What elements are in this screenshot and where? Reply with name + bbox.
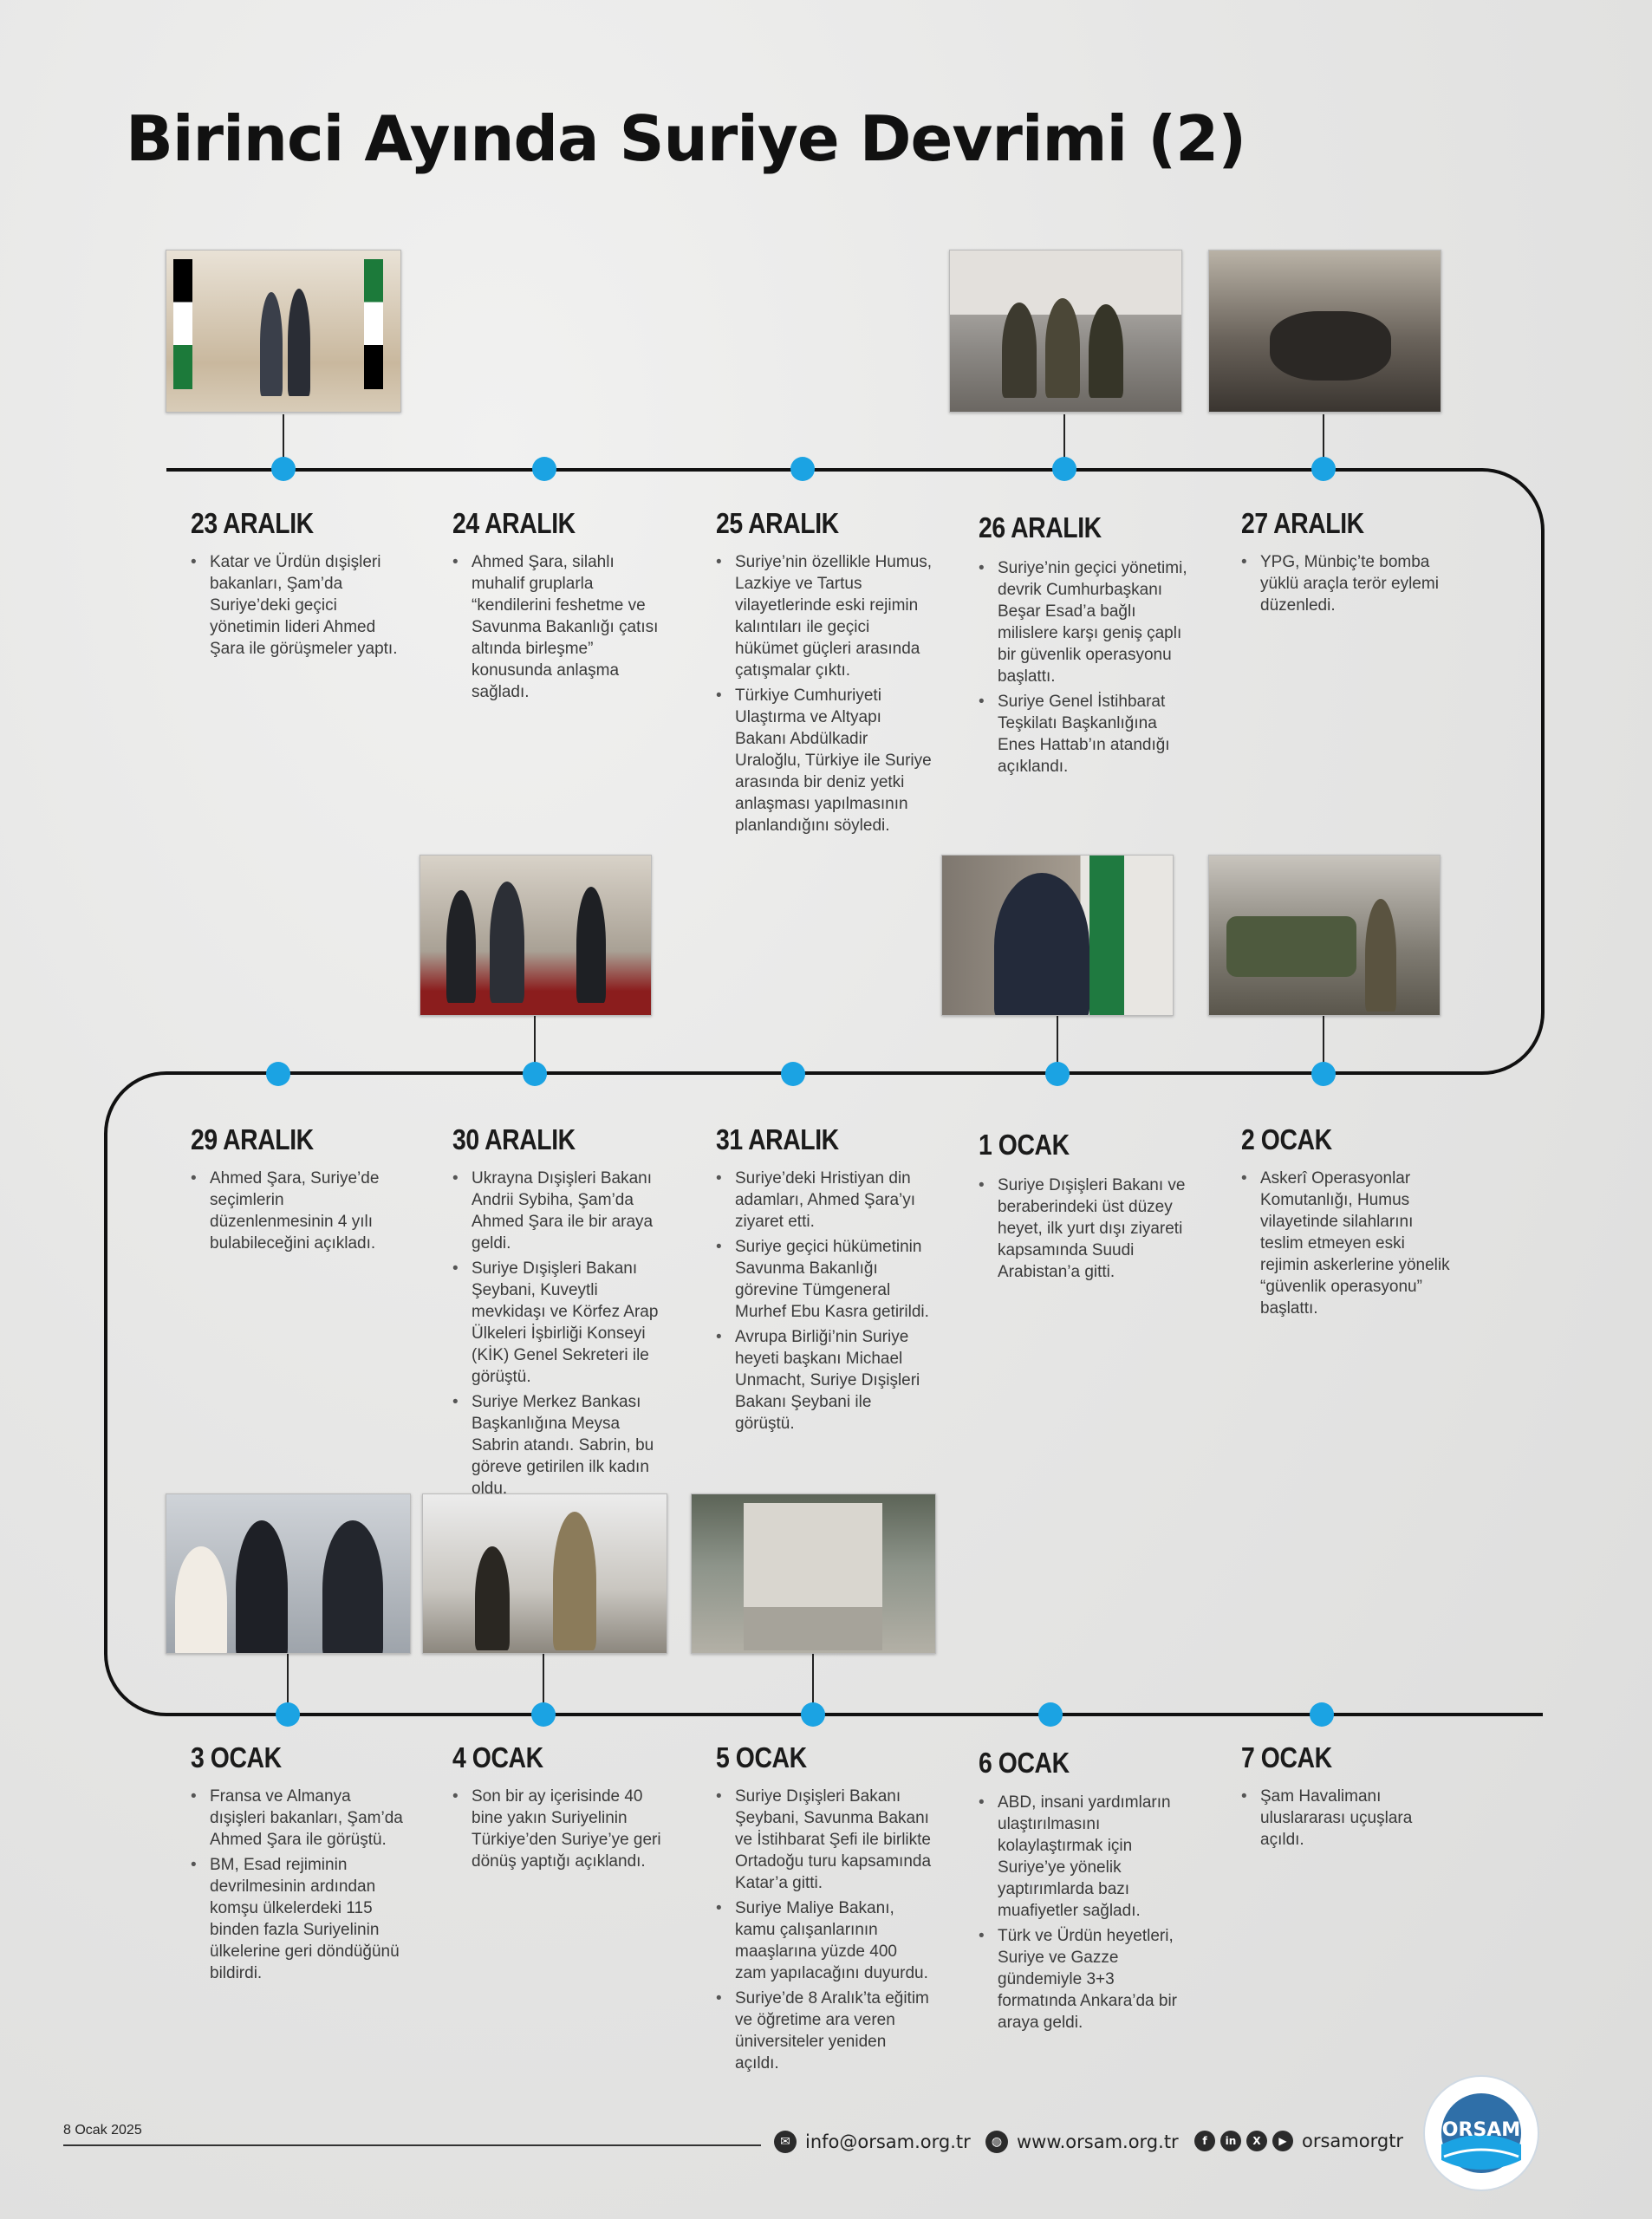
event-date: 25 ARALIK	[716, 507, 839, 539]
timeline-dot	[1052, 457, 1076, 481]
timeline-dot	[532, 457, 556, 481]
photo-1-ocak	[941, 855, 1174, 1016]
event-date: 23 ARALIK	[191, 507, 314, 539]
logo-text: ORSAM	[1441, 2119, 1521, 2141]
event-bullets	[979, 1175, 1195, 1286]
event-bullet: • Son bir ay içerisinde 40 bine yakın Suriyelinin Türkiye’den Suriye’ye geri dönüş yaptığı açıklandı.	[452, 1786, 669, 1872]
event-bullets	[191, 1786, 407, 1988]
event-date: 2 OCAK	[1241, 1123, 1332, 1155]
footer-divider	[63, 2144, 761, 2146]
event-bullet: • Türkiye Cumhuriyeti Ulaştırma ve Altyapı Bakanı Abdülkadir Uraloğlu, Türkiye ile Suriye arasında bir deniz yetki anlaşması yapılmasının planlandığını söyledi.	[716, 685, 933, 836]
photo-3-ocak	[166, 1493, 411, 1654]
event-bullets	[452, 551, 669, 706]
website-text[interactable]: www.orsam.org.tr	[1017, 2131, 1179, 2152]
social-handle[interactable]: orsamorgtr	[1302, 2131, 1404, 2151]
timeline-dot	[276, 1702, 300, 1727]
event-bullet: • BM, Esad rejiminin devrilmesinin ardından komşu ülkelerdeki 115 binden fazla Suriyelinin ülkelerine geri döndüğünü bildirdi.	[191, 1854, 407, 1984]
event-date: 3 OCAK	[191, 1741, 282, 1773]
timeline-dot	[266, 1062, 290, 1086]
event-date: 27 ARALIK	[1241, 507, 1364, 539]
event-bullet: • Ukrayna Dışişleri Bakanı Andrii Sybiha, Şam’da Ahmed Şara ile bir araya geldi.	[452, 1168, 669, 1254]
event-bullets	[452, 1168, 669, 1503]
event-bullet: • Avrupa Birliği’nin Suriye heyeti başkanı Michael Unmacht, Suriye Dışişleri Bakanı Şeybani ile görüştü.	[716, 1326, 933, 1435]
event-bullet: • Suriye Merkez Bankası Başkanlığına Meysa Sabrin atandı. Sabrin, bu göreve getirilen ilk kadın oldu.	[452, 1391, 669, 1500]
event-bullet: • Suriye geçici hükümetinin Savunma Bakanlığı görevine Tümgeneral Murhef Ebu Kasra getirildi.	[716, 1236, 933, 1323]
event-bullet: • Askerî Operasyonlar Komutanlığı, Humus vilayetinde silahlarını teslim etmeyen eski rejimin askerlerine yönelik “güvenlik operasyonu” başlattı.	[1241, 1168, 1458, 1319]
event-date: 29 ARALIK	[191, 1123, 314, 1155]
event-bullets	[979, 557, 1195, 781]
photo-5-ocak	[691, 1493, 936, 1654]
timeline-dot	[1310, 1702, 1334, 1727]
event-bullet: • Türk ve Ürdün heyetleri, Suriye ve Gazze gündemiyle 3+3 formatında Ankara’da bir araya geldi.	[979, 1925, 1195, 2034]
timeline-dot	[801, 1702, 825, 1727]
photo-2-ocak	[1208, 855, 1441, 1016]
event-bullet: • ABD, insani yardımların ulaştırılmasını kolaylaştırmak için Suriye’ye yönelik yaptırımlarda bazı muafiyetler sağladı.	[979, 1792, 1195, 1922]
timeline-dot	[1311, 1062, 1336, 1086]
event-date: 31 ARALIK	[716, 1123, 839, 1155]
event-bullets	[452, 1786, 669, 1876]
event-bullets	[979, 1792, 1195, 2037]
social-icons	[1194, 2131, 1293, 2151]
event-bullet: • Katar ve Ürdün dışişleri bakanları, Şam’da Suriye’deki geçici yönetimin lideri Ahmed Şara ile görüşmeler yaptı.	[191, 551, 407, 660]
photo-30-aralik	[420, 855, 652, 1016]
event-bullet: • Suriye Maliye Bakanı, kamu çalışanlarının maaşlarına yüzde 400 zam yapılacağını duyurdu.	[716, 1897, 933, 1984]
footer-website[interactable]	[985, 2131, 1179, 2153]
facebook-icon[interactable]: f	[1194, 2131, 1215, 2151]
event-bullets	[191, 1168, 407, 1258]
event-bullet: • Suriye’deki Hristiyan din adamları, Ahmed Şara’yı ziyaret etti.	[716, 1168, 933, 1233]
event-bullet: • Şam Havalimanı uluslararası uçuşlara açıldı.	[1241, 1786, 1458, 1851]
event-bullet: • Suriye Dışişleri Bakanı Şeybani, Savunma Bakanı ve İstihbarat Şefi ile birlikte Ortadoğu turu kapsamında Katar’a gitti.	[716, 1786, 933, 1894]
event-bullets	[716, 551, 933, 840]
timeline-dot	[1311, 457, 1336, 481]
event-date: 1 OCAK	[979, 1129, 1070, 1161]
event-bullet: • Ahmed Şara, Suriye’de seçimlerin düzenlenmesinin 4 yılı bulabileceğini açıkladı.	[191, 1168, 407, 1254]
timeline-dot	[271, 457, 296, 481]
timeline-dot	[531, 1702, 556, 1727]
event-bullets	[1241, 551, 1458, 620]
event-date: 7 OCAK	[1241, 1741, 1332, 1773]
event-bullets	[191, 551, 407, 663]
event-bullet: • Fransa ve Almanya dışişleri bakanları, Şam’da Ahmed Şara ile görüştü.	[191, 1786, 407, 1851]
event-bullet: • Suriye’nin geçici yönetimi, devrik Cumhurbaşkanı Beşar Esad’a bağlı milislere karşı geniş çaplı bir güvenlik operasyonu başlattı.	[979, 557, 1195, 687]
event-bullet: • Suriye’nin özellikle Humus, Lazkiye ve Tartus vilayetlerinde eski rejimin kalıntıları ile geçici hükümet güçleri arasında çatışmalar çıktı.	[716, 551, 933, 681]
timeline-dot	[523, 1062, 547, 1086]
event-date: 24 ARALIK	[452, 507, 576, 539]
photo-27-aralik	[1208, 250, 1441, 413]
event-date: 26 ARALIK	[979, 511, 1102, 543]
timeline-dot	[1038, 1702, 1063, 1727]
event-bullet: • Suriye Dışişleri Bakanı Şeybani, Kuveytli mevkidaşı ve Körfez Arap Ülkeleri İşbirliği Konseyi (KİK) Genel Sekreteri ile görüştü.	[452, 1258, 669, 1388]
event-bullet: • Suriye’de 8 Aralık’ta eğitim ve öğretime ara veren üniversiteler yeniden açıldı.	[716, 1988, 933, 2074]
photo-26-aralik	[949, 250, 1182, 413]
page-title: Birinci Ayında Suriye Devrimi (2)	[126, 102, 1246, 175]
photo-23-aralik	[166, 250, 401, 413]
event-bullet: • Suriye Genel İstihbarat Teşkilatı Başkanlığına Enes Hattab’ın atandığı açıklandı.	[979, 691, 1195, 778]
mail-icon: ✉	[774, 2131, 797, 2153]
event-date: 5 OCAK	[716, 1741, 807, 1773]
event-bullet: • Ahmed Şara, silahlı muhalif gruplarla “kendilerini feshetme ve Savunma Bakanlığı çatısı altında birleşme” konusunda anlaşma sağladı.	[452, 551, 669, 703]
email-text[interactable]: info@orsam.org.tr	[805, 2131, 971, 2152]
timeline-dot	[790, 457, 815, 481]
photo-4-ocak	[422, 1493, 667, 1654]
youtube-icon[interactable]: ▶	[1272, 2131, 1293, 2151]
event-bullets	[716, 1168, 933, 1438]
timeline-dot	[781, 1062, 805, 1086]
orsam-logo	[1421, 2073, 1541, 2193]
event-bullets	[716, 1786, 933, 2078]
event-bullet: • Suriye Dışişleri Bakanı ve beraberindeki üst düzey heyet, ilk yurt dışı ziyareti kapsamında Suudi Arabistan’a gitti.	[979, 1175, 1195, 1283]
event-bullets	[1241, 1168, 1458, 1323]
x-icon[interactable]: X	[1246, 2131, 1267, 2151]
globe-icon: ◍	[985, 2131, 1008, 2153]
event-bullet: • YPG, Münbiç’te bomba yüklü araçla terör eylemi düzenledi.	[1241, 551, 1458, 616]
footer-date: 8 Ocak 2025	[63, 2123, 142, 2138]
footer-social[interactable]	[1194, 2131, 1403, 2151]
event-bullets	[1241, 1786, 1458, 1854]
event-date: 6 OCAK	[979, 1747, 1070, 1779]
timeline-dot	[1045, 1062, 1070, 1086]
linkedin-icon[interactable]: in	[1220, 2131, 1241, 2151]
footer-email[interactable]	[774, 2131, 971, 2153]
event-date: 4 OCAK	[452, 1741, 543, 1773]
event-date: 30 ARALIK	[452, 1123, 576, 1155]
